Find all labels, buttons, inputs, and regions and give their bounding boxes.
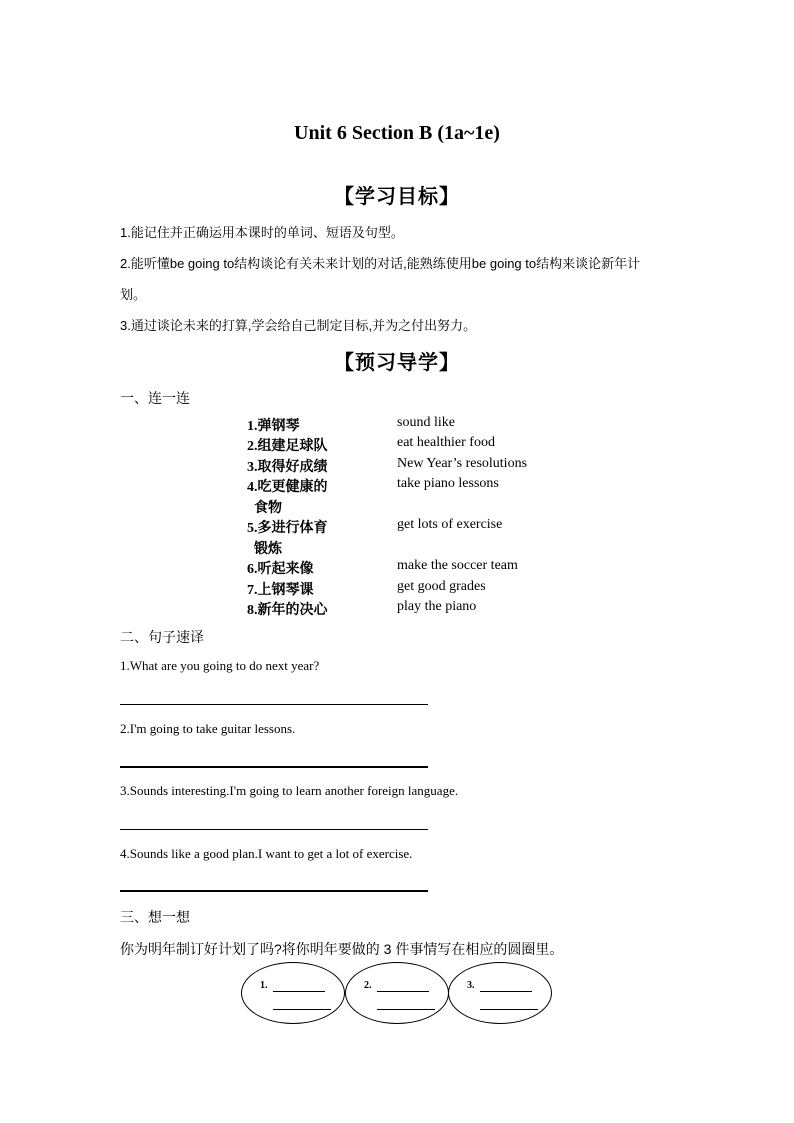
plan-circle-number: 2.: [364, 980, 372, 991]
answer-line-1[interactable]: [120, 704, 428, 705]
plan-blank-line[interactable]: [377, 1009, 435, 1010]
plan-circles: [238, 962, 556, 1028]
matching-chinese-item: 锻炼: [247, 542, 282, 557]
matching-chinese-item: 1.弹钢琴: [247, 419, 300, 434]
translation-section-label: 二、句子速译: [120, 629, 204, 645]
plan-circle-number: 1.: [260, 980, 268, 991]
matching-english-item: eat healthier food: [397, 435, 495, 450]
think-instruction: 你为明年制订好计划了吗?将你明年要做的 3 件事情写在相应的圆圈里。: [120, 941, 564, 957]
translation-sentence-3: 3.Sounds interesting.I'm going to learn another foreign language.: [120, 783, 459, 798]
matching-chinese-item: 7.上钢琴课: [247, 583, 314, 598]
plan-circle-1[interactable]: [241, 962, 345, 1024]
matching-chinese-item: 4.吃更健康的: [247, 480, 328, 495]
matching-english-item: get good grades: [397, 579, 486, 594]
objective-2: 2.能听懂be going to结构谈论有关未来计划的对话,能熟练使用be going to结构来谈论新年计: [120, 256, 641, 271]
translation-sentence-4: 4.Sounds like a good plan.I want to get a lot of exercise.: [120, 846, 413, 861]
translation-sentence-2: 2.I'm going to take guitar lessons.: [120, 721, 296, 736]
plan-blank-line[interactable]: [273, 991, 325, 992]
objectives-heading: 【学习目标】: [334, 186, 460, 208]
matching-english-item: make the soccer team: [397, 558, 518, 573]
plan-blank-line[interactable]: [480, 1009, 538, 1010]
matching-chinese-item: 8.新年的决心: [247, 603, 328, 618]
plan-blank-line[interactable]: [273, 1009, 331, 1010]
matching-section-label: 一、连一连: [120, 390, 190, 406]
matching-chinese-item: 2.组建足球队: [247, 439, 328, 454]
matching-chinese-item: 5.多进行体育: [247, 521, 328, 536]
matching-chinese-item: 6.听起来像: [247, 562, 314, 577]
answer-line-4[interactable]: [120, 890, 428, 892]
matching-english-item: play the piano: [397, 599, 477, 614]
matching-english-item: get lots of exercise: [397, 517, 503, 532]
plan-blank-line[interactable]: [377, 991, 429, 992]
answer-line-3[interactable]: [120, 829, 428, 830]
translation-sentence-1: 1.What are you going to do next year?: [120, 658, 320, 673]
plan-circle-number: 3.: [467, 980, 475, 991]
objective-1: 1.能记住并正确运用本课时的单词、短语及句型。: [120, 225, 404, 240]
matching-english-item: New Year’s resolutions: [397, 456, 528, 471]
think-section-label: 三、想一想: [120, 909, 190, 925]
plan-circle-2[interactable]: [345, 962, 449, 1024]
matching-english-item: take piano lessons: [397, 476, 499, 491]
plan-blank-line[interactable]: [480, 991, 532, 992]
plan-circle-3[interactable]: [448, 962, 552, 1024]
objective-3: 3.通过谈论未来的打算,学会给自己制定目标,并为之付出努力。: [120, 318, 477, 333]
matching-english-item: sound like: [397, 415, 455, 430]
answer-line-2[interactable]: [120, 766, 428, 768]
preview-heading: 【预习导学】: [334, 352, 460, 374]
document-title: Unit 6 Section B (1a~1e): [294, 122, 500, 144]
objective-2-continued: 划。: [120, 287, 147, 302]
matching-chinese-item: 食物: [247, 501, 282, 516]
matching-chinese-item: 3.取得好成绩: [247, 460, 328, 475]
